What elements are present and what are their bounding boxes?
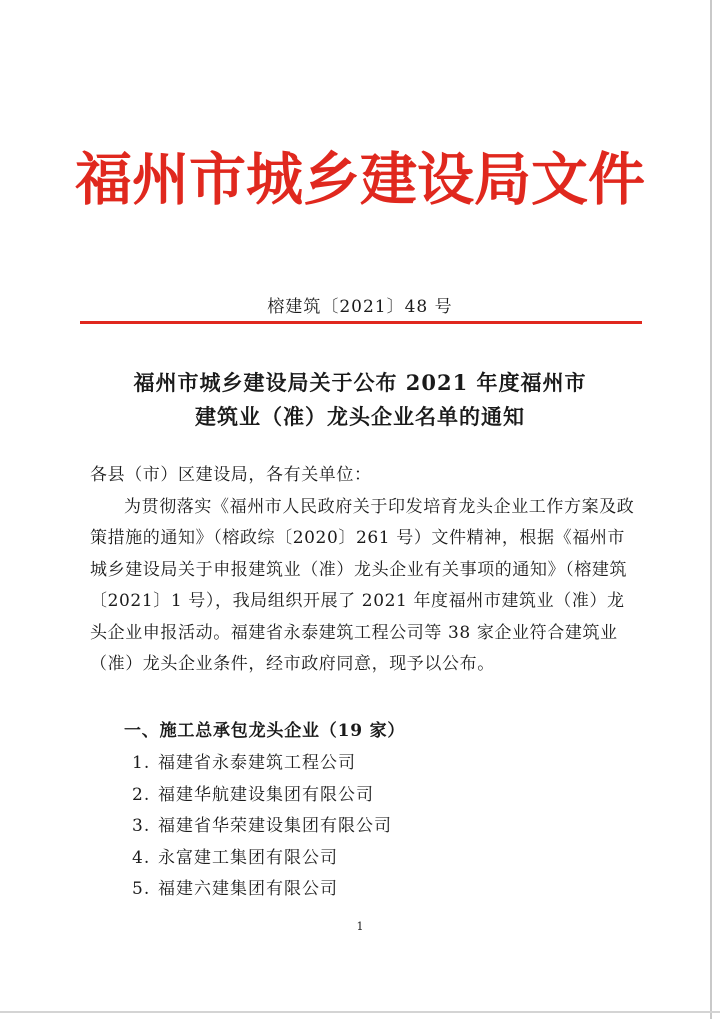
notice-body xyxy=(90,460,635,681)
list-item xyxy=(132,748,392,780)
salutation: 各县（市）区建设局，各有关单位： xyxy=(90,465,372,485)
red-divider-rule xyxy=(80,321,642,324)
list-item-number: 5. xyxy=(132,879,151,899)
notice-title-line-1: 福州市城乡建设局关于公布 2021 年度福州市 xyxy=(133,370,587,395)
list-item-name: 永富建工集团有限公司 xyxy=(158,847,338,868)
list-item-number: 1. xyxy=(132,753,151,773)
scan-edge-right xyxy=(710,0,712,1019)
section-heading-general-contracting: 一、施工总承包龙头企业（19 家） xyxy=(124,721,406,741)
agency-header-title: 福州市城乡建设局文件 xyxy=(75,146,645,213)
enterprise-list xyxy=(132,748,392,906)
list-item xyxy=(132,874,392,906)
list-item-number: 3. xyxy=(132,816,151,836)
list-item xyxy=(132,780,392,812)
document-number: 榕建筑〔2021〕48 号 xyxy=(267,297,453,317)
list-item xyxy=(132,843,392,875)
body-paragraph: 为贯彻落实《福州市人民政府关于印发培育龙头企业工作方案及政策措施的通知》（榕政综〔2020〕261 号）文件精神，根据《福州市城乡建设局关于申报建筑业（准）龙头企业有关事项的通知》（榕建筑〔2021〕1 号），我局组织开展了 2021 年度福州市建筑业（准）龙头企业申报活动。福建省永泰建筑工程公司等 38 家企业符合建筑业（准）龙头企业条件，经市政府同意，现予以公布。 xyxy=(90,496,635,674)
list-item xyxy=(132,811,392,843)
notice-title xyxy=(60,366,660,434)
list-item-name: 福建省永泰建筑工程公司 xyxy=(158,753,356,773)
list-item-name: 福建华航建设集团有限公司 xyxy=(158,784,374,805)
scan-edge-bottom xyxy=(0,1011,720,1013)
list-item-name: 福建六建集团有限公司 xyxy=(158,879,338,899)
list-item-name: 福建省华荣建设集团有限公司 xyxy=(158,816,392,836)
notice-title-line-2: 建筑业（准）龙头企业名单的通知 xyxy=(195,404,525,429)
page-number: 1 xyxy=(356,920,364,933)
list-item-number: 4. xyxy=(132,847,151,868)
list-item-number: 2. xyxy=(132,784,151,805)
